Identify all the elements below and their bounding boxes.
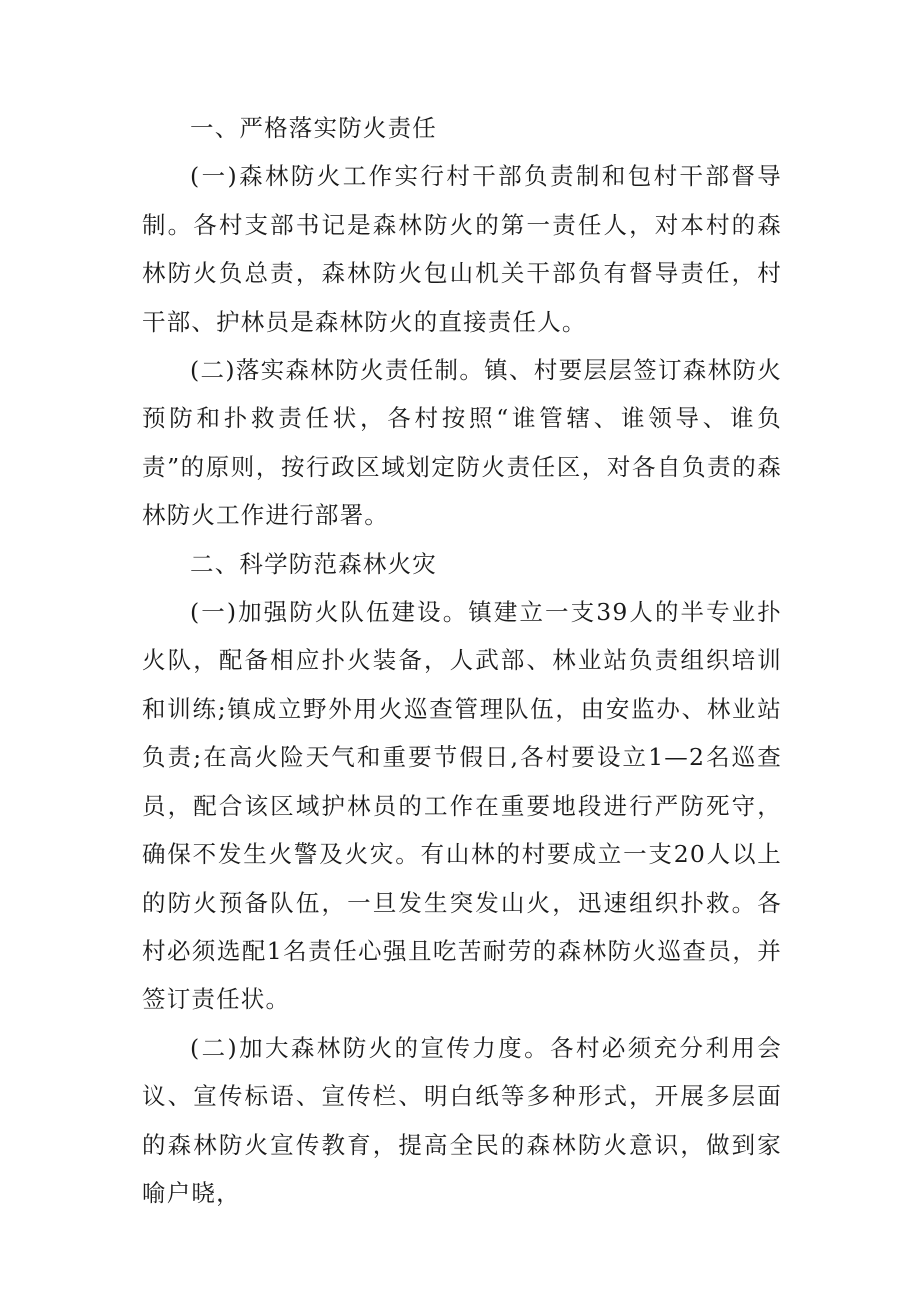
paragraph-1-2: (二)落实森林防火责任制。镇、村要层层签订森林防火预防和扑救责任状，各村按照“谁管辖、谁领导、谁负责”的原则，按行政区域划定防火责任区，对各自负责的森林防火工作进行部署。: [142, 356, 782, 530]
paragraph-2-2: (二)加大森林防火的宣传力度。各村必须充分利用会议、宣传标语、宣传栏、明白纸等多种形式，开展多层面的森林防火宣传教育，提高全民的森林防火意识，做到家喻户晓，: [142, 1033, 782, 1207]
document-body: [142, 104, 782, 1217]
paragraph-2-1: (一)加强防火队伍建设。镇建立一支39人的半专业扑火队，配备相应扑火装备，人武部、林业站负责组织培训和训练;镇成立野外用火巡查管理队伍，由安监办、林业站负责;在高火险天气和重要节假日,各村要设立1—2名巡查员，配合该区域护林员的工作在重要地段进行严防死守，确保不发生火警及火灾。有山林的村要成立一支20人以上的防火预备队伍，一旦发生突发山火，迅速组织扑救。各村必须选配1名责任心强且吃苦耐劳的森林防火巡查员，并签订责任状。: [142, 598, 782, 1014]
section-heading-1: 一、严格落实防火责任: [190, 114, 437, 142]
section-heading-2: 二、科学防范森林火灾: [190, 549, 437, 578]
paragraph-1-1: (一)森林防火工作实行村干部负责制和包村干部督导制。各村支部书记是森林防火的第一责任人，对本村的森林防火负总责，森林防火包山机关干部负有督导责任，村干部、护林员是森林防火的直接责任人。: [142, 162, 782, 336]
